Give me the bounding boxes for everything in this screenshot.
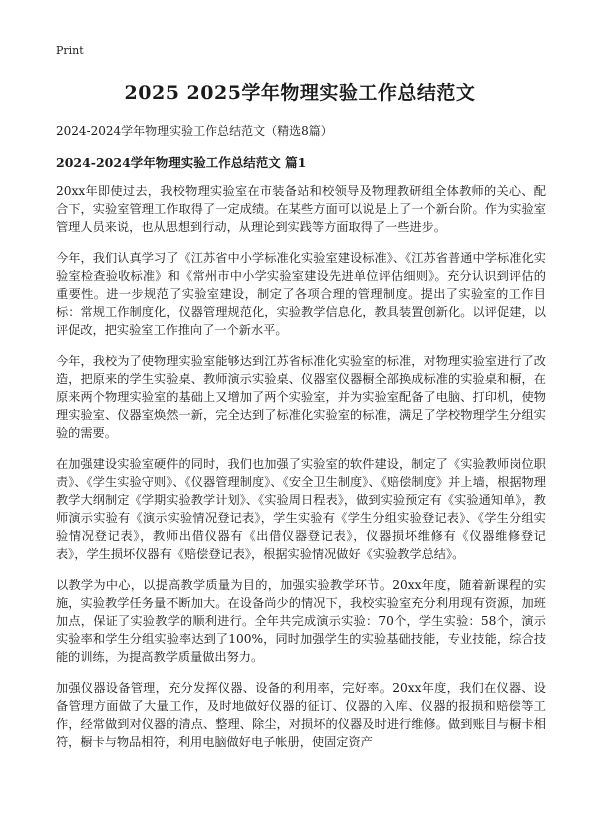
paragraph-2: 今年，我们认真学习了《江苏省中小学标准化实验室建设标准》、《江苏省普通中学标准化实验室检查验收标准》和《常州市中小学实验室建设先进单位评估细则》。充分认识到评估的重要性。进一步规范了实验室建设，制定了各项合理的管理制度。提出了实验室的工作目标：常规工作制度化，仪器管理规范化，实验教学信息化，教具装置创新化。以评促建，以评促改，把实验室工作推向了一个新水平。	[56, 251, 546, 337]
paragraph-6: 加强仪器设备管理，充分发挥仪器、设备的利用率，完好率。20xx年度，我们在仪器、设备管理方面做了大量工作，及时地做好仪器的征订、仪器的入库、仪器的报损和赔偿等工作，经常做到对仪器的清点、整理、除尘，对损坏的仪器及时进行维修。做到账目与橱卡相符，橱卡与物品相符，利用电脑做好电子帐册，使固定资产	[56, 681, 546, 749]
document-subtitle: 2024-2024学年物理实验工作总结范文（精选8篇）	[56, 124, 333, 138]
print-label[interactable]: Print	[56, 44, 84, 57]
document-title: 2025 2025学年物理实验工作总结范文	[124, 82, 476, 104]
paragraph-5: 以教学为中心，以提高教学质量为目的，加强实验教学环节。20xx年度，随着新课程的实施，实验教学任务量不断加大。在设备尚少的情况下，我校实验室充分利用现有资源，加班加点，保证了实验教学的顺利进行。全年共完成演示实验：70个，学生实验：58个，演示实验率和学生分组实验率达到了100%，同时加强学生的实验基础技能，专业技能，综合技能的训练，为提高教学质量做出努力。	[56, 578, 546, 664]
paragraph-4: 在加强建设实验室硬件的同时，我们也加强了实验室的软件建设，制定了《实验教师岗位职责》、《学生实验守则》、《仪器管理制度》、《安全卫生制度》、《赔偿制度》并上墙，根据物理教学大纲制定《学期实验教学计划》、《实验周日程表》，做到实验预定有《实验通知单》，教师演示实验有《演示实验情况登记表》，学生实验有《学生分组实验登记表》、《学生分组实验情况登记表》，教师出借仪器有《出借仪器登记表》，仪器损坏维修有《仪器维修登记表》，学生损坏仪器有《赔偿登记表》，根据实验情况做好《实验教学总结》。	[56, 457, 546, 561]
document-body	[56, 182, 546, 764]
paragraph-3: 今年，我校为了使物理实验室能够达到江苏省标准化实验室的标准，对物理实验室进行了改造，把原来的学生实验桌、教师演示实验桌、仪器室仪器橱全部换成标准的实验桌和橱，在原来两个物理实验室的基础上又增加了两个实验室，并为实验室配备了电脑、打印机，使物理实验室、仪器室焕然一新，完全达到了标准化实验室的标准，满足了学校物理学生分组实验的需要。	[56, 354, 546, 440]
paragraph-1: 20xx年即使过去，我校物理实验室在市装备站和校领导及物理教研组全体教师的关心、配合下，实验室管理工作取得了一定成绩。在某些方面可以说是上了一个新台阶。作为实验室管理人员来说，也从思想到行动，从理论到实践等方面取得了一些进步。	[56, 184, 546, 234]
section-heading: 2024-2024学年物理实验工作总结范文 篇1	[56, 155, 307, 170]
